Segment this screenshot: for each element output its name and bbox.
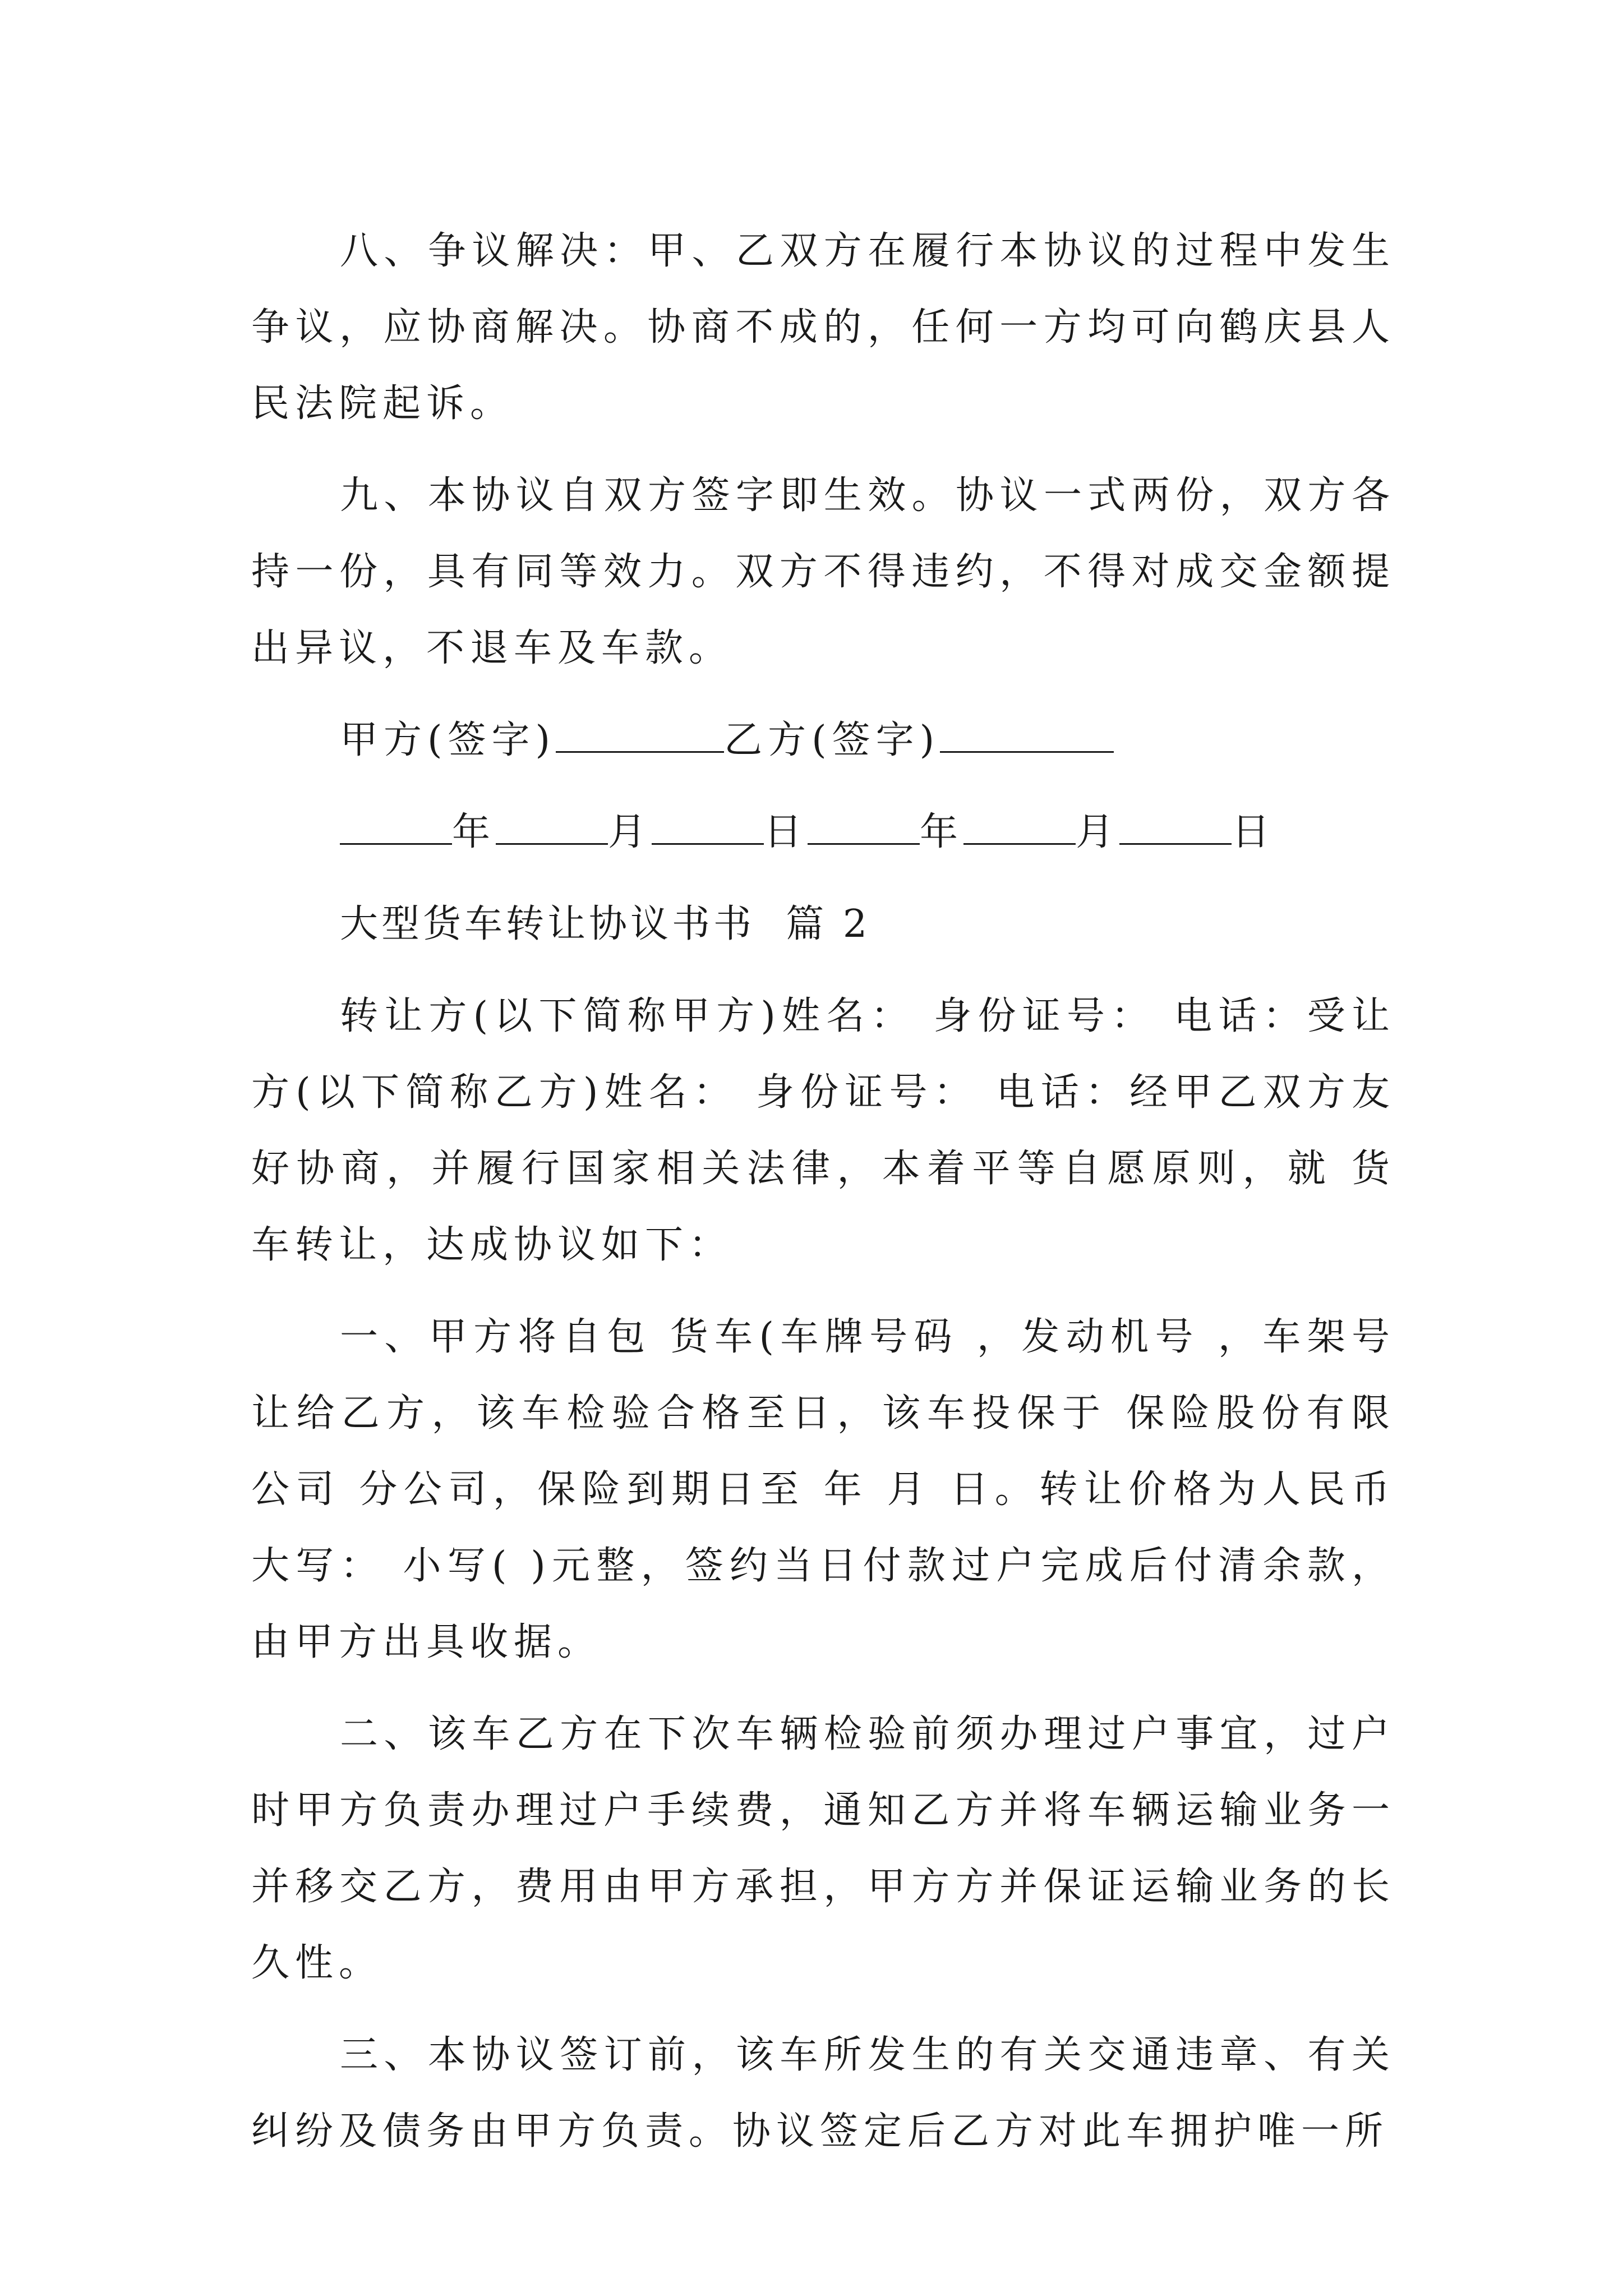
- day-label-a: 日: [764, 810, 808, 854]
- month-label-a: 月: [608, 810, 652, 854]
- party-b-signature-line: [940, 717, 1114, 753]
- month-label-b: 月: [1076, 810, 1120, 854]
- day-line-a: [652, 809, 764, 845]
- document-body: [251, 213, 1395, 2185]
- year-line-a: [340, 809, 452, 845]
- party-a-signature-label: 甲方(签字): [340, 718, 556, 762]
- month-line-b: [963, 809, 1076, 845]
- clause-1-transfer: 一、甲方将自包 货车(车牌号码 ，发动机号 ，车架号让给乙方，该车检验合格至日，该车投保于 保险股份有限公司 分公司，保险到期日至 年 月 日。转让价格为人民币大写： 小写( )元整，签约当日付款过户完成后付清余款，由甲方出具收据。: [251, 1315, 1395, 1664]
- month-line-a: [496, 809, 608, 845]
- clause-dispute-resolution: 八、争议解决：甲、乙双方在履行本协议的过程中发生争议，应协商解决。协商不成的，任何一方均可向鹤庆县人民法院起诉。: [251, 229, 1395, 426]
- day-line-b: [1119, 809, 1232, 845]
- signature-row: [251, 702, 1395, 779]
- date-row: [251, 794, 1395, 871]
- parties-intro: 转让方(以下简称甲方)姓名： 身份证号： 电话：受让方(以下简称乙方)姓名： 身份证号： 电话：经甲乙双方友好协商，并履行国家相关法律，本着平等自愿原则，就 货车转让，达成协议如下：: [251, 994, 1395, 1267]
- clause-effectiveness: 九、本协议自双方签字即生效。协议一式两份，双方各持一份，具有同等效力。双方不得违约，不得对成交金额提出异议，不退车及车款。: [251, 473, 1395, 670]
- year-label-b: 年: [920, 810, 964, 854]
- party-a-signature-line: [556, 717, 724, 753]
- clause-2-registration: 二、该车乙方在下次车辆检验前须办理过户事宜，过户时甲方负责办理过户手续费，通知乙方并将车辆运输业务一并移交乙方，费用由甲方承担，甲方方并保证运输业务的长久性。: [251, 1712, 1395, 1985]
- year-line-b: [808, 809, 920, 845]
- year-label-a: 年: [452, 810, 496, 854]
- clause-3-liabilities: 三、本协议签订前，该车所发生的有关交通违章、有关纠纷及债务由甲方负责。协议签定后乙方对此车拥护唯一所: [251, 2033, 1395, 2154]
- party-b-signature-label: 乙方(签字): [724, 718, 940, 762]
- day-label-b: 日: [1232, 810, 1276, 854]
- section-heading: 大型货车转让协议书书 篇 2: [340, 902, 871, 946]
